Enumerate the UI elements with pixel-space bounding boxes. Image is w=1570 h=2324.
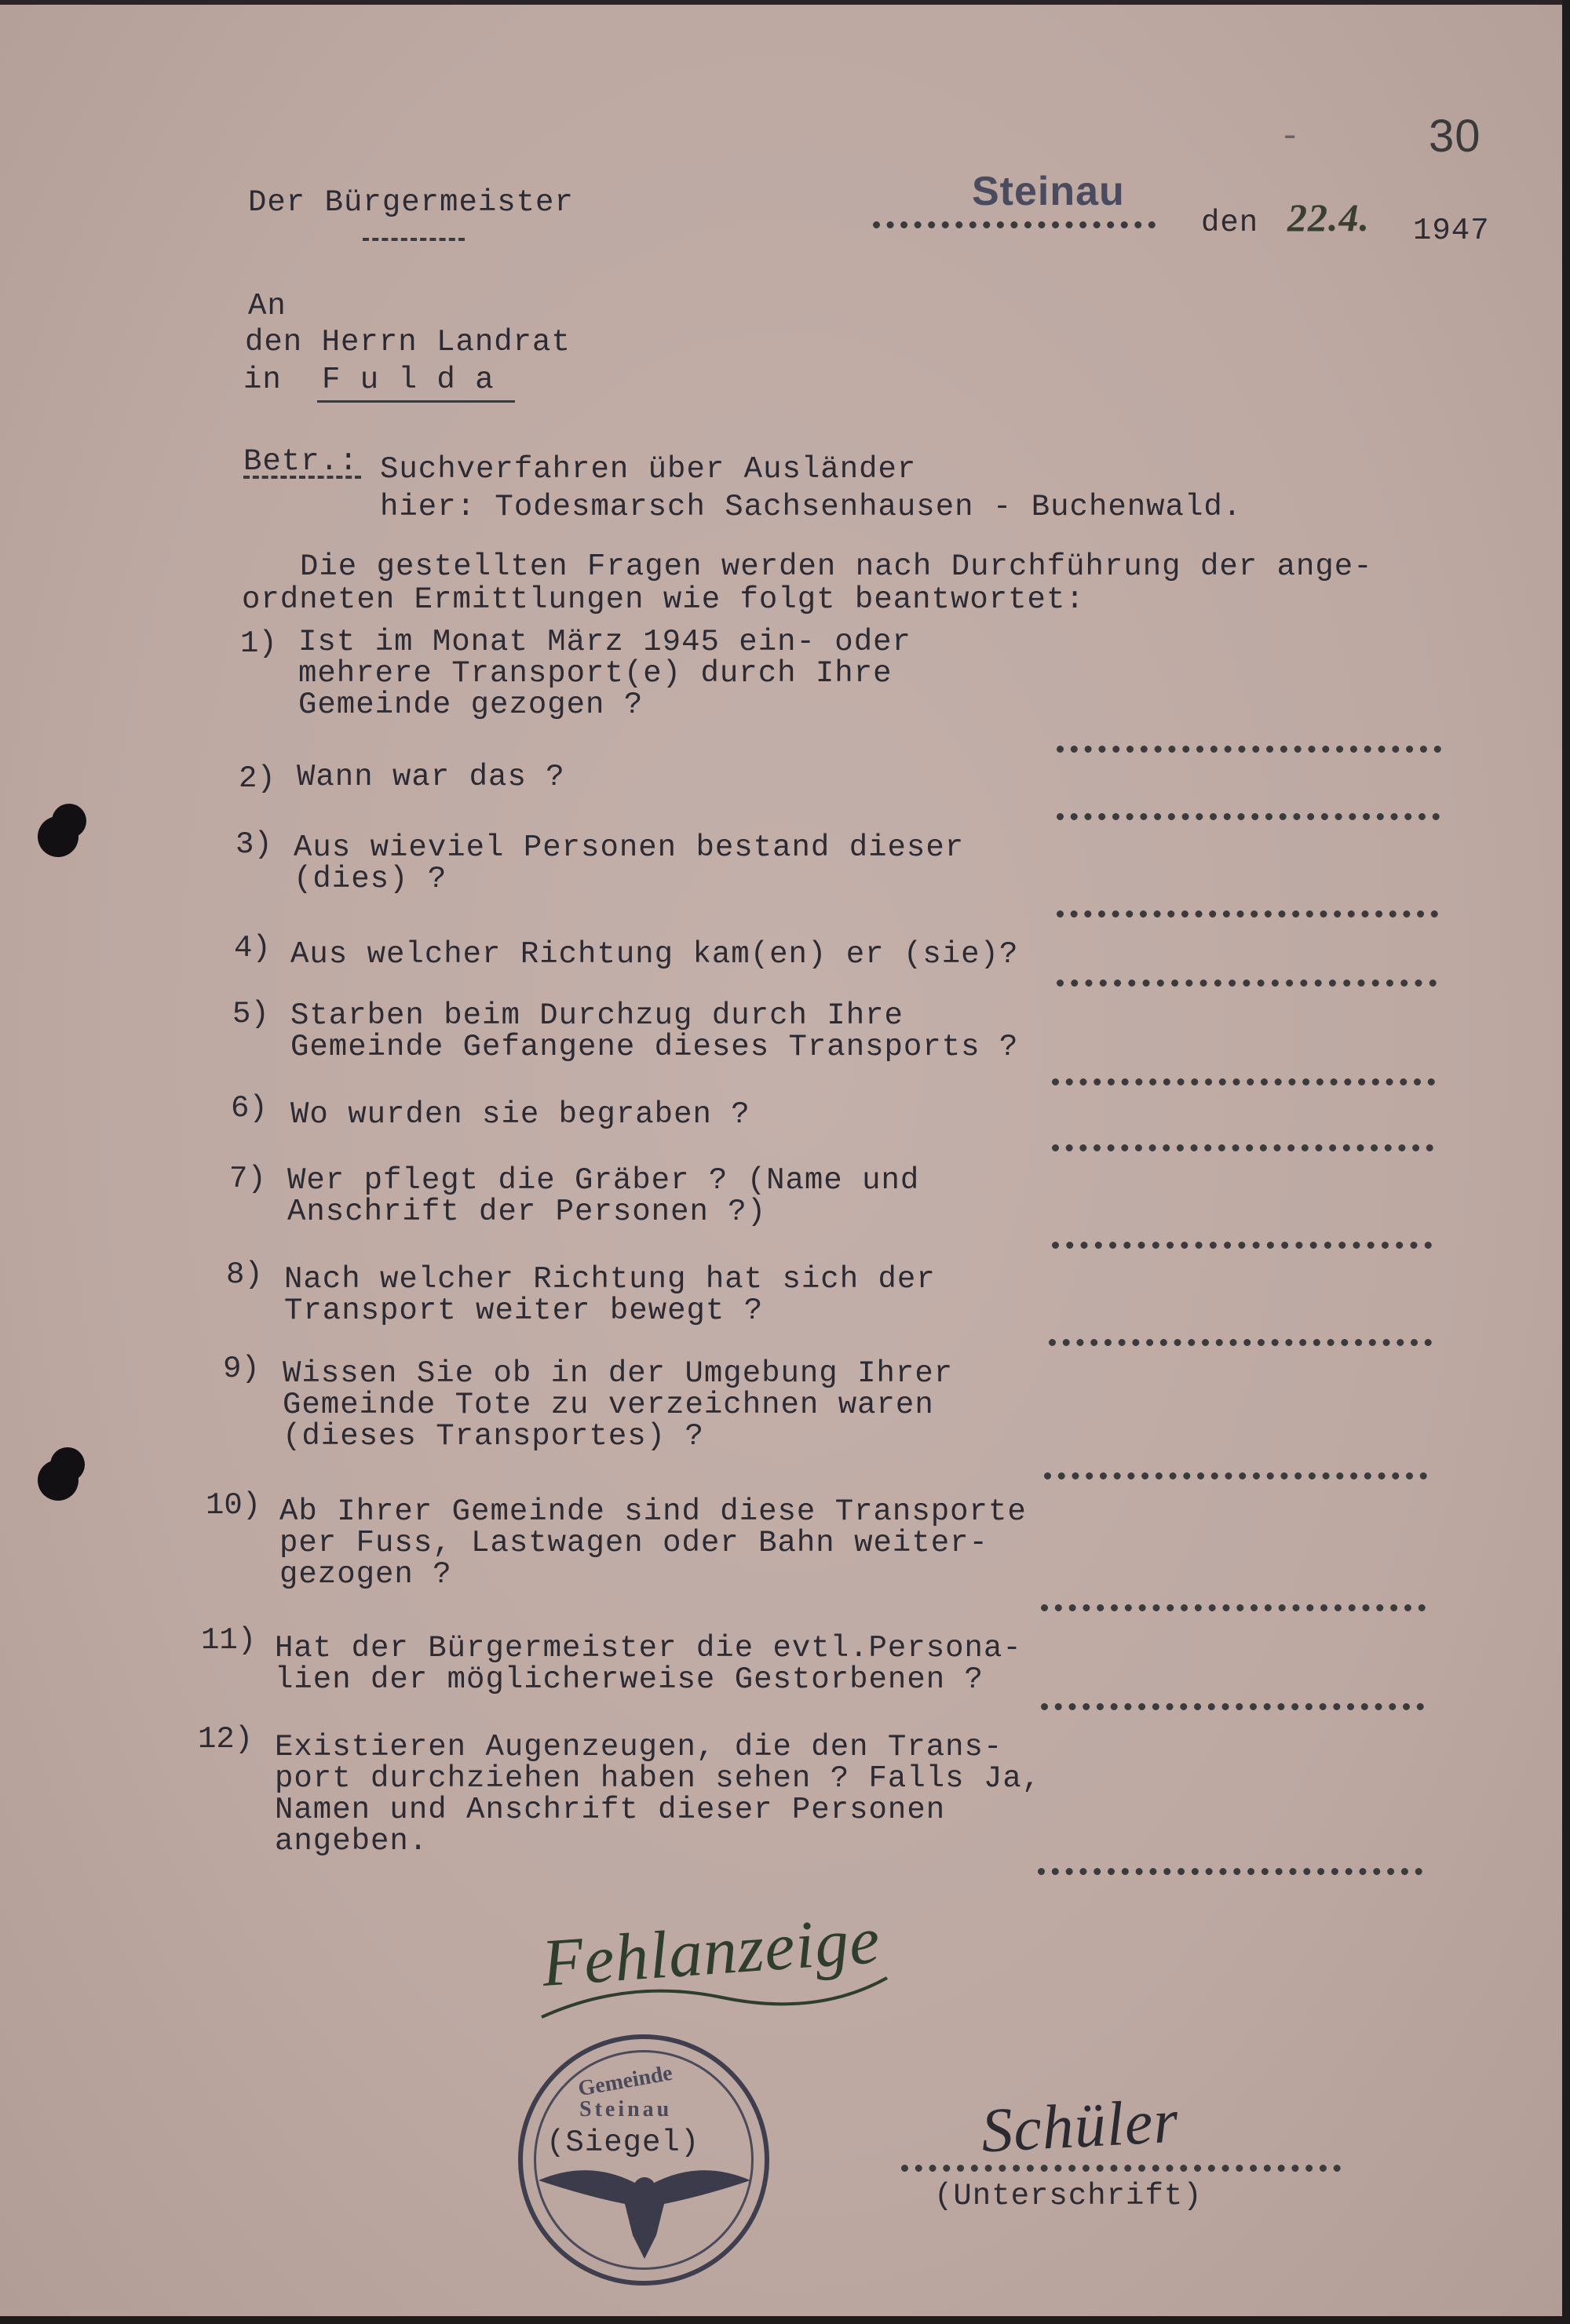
scan-edge-right [1562, 0, 1570, 2324]
signature-handwritten: Schüler [979, 2086, 1181, 2166]
question-number: 3) [236, 827, 272, 862]
page-number: 30 [1429, 111, 1481, 162]
answer-line [1044, 1465, 1427, 1479]
question-text: Wissen Sie ob in der Umgebung Ihrer Gemeinde Tote zu verzeichnen waren (dieses Transportes) ? [283, 1356, 954, 1454]
seal-ring-text: Gemeinde [576, 2060, 674, 2102]
question-text: Aus welcher Richtung kam(en) er (sie)? [290, 937, 1019, 972]
sender-underline [363, 238, 465, 241]
date-handwritten: 22.4. [1287, 195, 1370, 239]
answer-line [1052, 1234, 1432, 1249]
question-text: Nach welcher Richtung hat sich der Transport weiter bewegt ? [284, 1262, 936, 1328]
question-text: Starben beim Durchzug durch Ihre Gemeinde Gefangene dieses Transports ? [290, 998, 1019, 1064]
question-text: Ab Ihrer Gemeinde sind diese Transporte per Fuss, Lastwagen oder Bahn weiter- gezogen ? [279, 1494, 1027, 1592]
answer-line [1057, 738, 1441, 753]
question-text: Wo wurden sie begraben ? [290, 1097, 750, 1132]
subject-label: Betr.: [243, 444, 359, 479]
answer-underline-stroke [534, 1962, 895, 2025]
scan-edge-bottom [0, 2316, 1570, 2324]
answer-line [1041, 1596, 1426, 1611]
place-dots [873, 213, 1156, 228]
question-number: 9) [223, 1352, 260, 1386]
scan-edge-top [0, 0, 1570, 5]
question-number: 5) [232, 997, 269, 1031]
question-number: 1) [240, 626, 277, 661]
question-number: 7) [229, 1162, 266, 1196]
recipient-line2: den Herrn Landrat [245, 325, 571, 359]
intro-line1: Die gestellten Fragen werden nach Durchführung der ange- [300, 549, 1373, 584]
place-stamp: Steinau [972, 169, 1125, 214]
answer-line [1041, 1695, 1424, 1710]
answer-line [1052, 1071, 1435, 1085]
signature-label: (Unterschrift) [934, 2179, 1203, 2213]
answer-line [1057, 972, 1437, 987]
date-year: 1947 [1413, 213, 1490, 248]
question-number: 6) [231, 1091, 268, 1126]
seal-ring-text: Steinau [579, 2097, 673, 2122]
recipient-line1: An [248, 289, 287, 323]
question-number: 4) [234, 931, 271, 965]
eagle-emblem-icon [531, 2149, 758, 2267]
answer-line [1052, 1136, 1433, 1151]
question-number: 11) [201, 1623, 257, 1658]
subject-label-underline [243, 476, 361, 479]
official-seal [518, 2034, 769, 2286]
page-mark: - [1280, 118, 1302, 157]
recipient-city: F u l d a [322, 363, 495, 397]
seal-label: (Siegel) [546, 2125, 700, 2160]
punch-hole-upper-icon [52, 804, 86, 838]
date-prefix: den [1201, 206, 1259, 240]
sender: Der Bürgermeister [248, 185, 574, 220]
question-text: Wann war das ? [297, 760, 565, 794]
recipient-in: in [243, 363, 282, 397]
question-number: 10) [206, 1488, 261, 1523]
city-underline [317, 400, 515, 403]
handwritten-answer: Fehlanzeige [539, 1902, 883, 2001]
answer-line [1057, 903, 1438, 918]
question-text: Aus wieviel Personen bestand dieser (dies) ? [294, 830, 965, 896]
answer-line [1049, 1331, 1432, 1346]
answer-line [1038, 1860, 1422, 1875]
intro-line2: ordneten Ermittlungen wie folgt beantwortet: [242, 582, 1085, 617]
question-number: 8) [226, 1257, 263, 1292]
subject-line2: hier: Todesmarsch Sachsenhausen - Buchenwald. [380, 490, 1243, 524]
answer-line [1057, 805, 1440, 820]
question-text: Wer pflegt die Gräber ? (Name und Anschrift der Personen ?) [287, 1163, 920, 1229]
question-number: 12) [198, 1722, 254, 1757]
punch-hole-lower-icon [50, 1447, 85, 1482]
subject-line1: Suchverfahren über Ausländer [380, 452, 917, 487]
question-text: Hat der Bürgermeister die evtl.Persona- lien der möglicherweise Gestorbenen ? [275, 1631, 1022, 1697]
question-text: Ist im Monat März 1945 ein- oder mehrere Transport(e) durch Ihre Gemeinde gezogen ? [298, 625, 911, 722]
question-number: 2) [239, 761, 276, 796]
question-text: Existieren Augenzeugen, die den Trans- port durchziehen haben sehen ? Falls Ja, Namen und Anschrift dieser Personen angeben. [275, 1730, 1042, 1859]
